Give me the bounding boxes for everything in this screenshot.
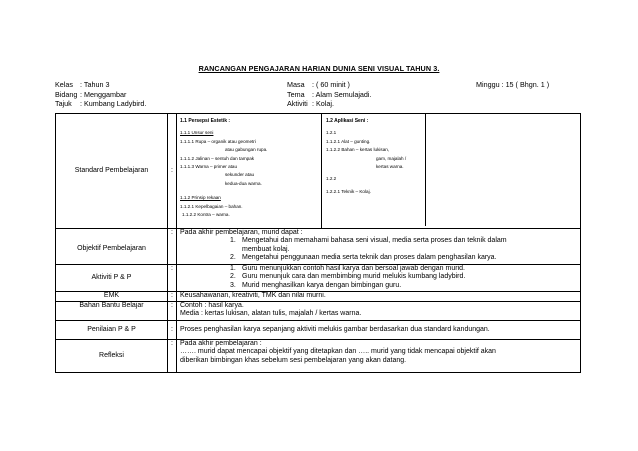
app-line: kertas warna. (376, 164, 404, 170)
standard-colon: : (168, 114, 177, 229)
app-line: 1.2.2.1 Teknik – Kolaj. (326, 188, 371, 194)
lesson-plan-table (55, 113, 581, 373)
tajuk-label: Tajuk (55, 99, 72, 109)
penilaian-colon: : (168, 321, 177, 340)
objektif-item-1: 1. Mengetahui dan memahami bahasa seni visual, media serta proses dan teknik dalam (230, 237, 507, 245)
kelas-value: : Tahun 3 (80, 80, 110, 89)
kelas-row (55, 80, 146, 90)
minggu: Minggu : 15 ( Bhgn. 1 ) (476, 80, 550, 89)
aktiviti-label: Aktiviti (287, 99, 308, 109)
standard-right-cell (322, 114, 581, 229)
refleksi-cell (177, 340, 581, 373)
aktiviti-value: : Kolaj. (312, 99, 334, 109)
bidang-label: Bidang (55, 89, 78, 99)
std-line: sekunder atau (225, 172, 255, 178)
objektif-row (56, 229, 581, 265)
tema-label: Tema (287, 89, 305, 99)
std-line: 1.1.2.2 Kontra – warna. (182, 212, 230, 218)
objektif-label: Objektif Pembelajaran (56, 229, 168, 265)
bahan-label: Bahan Bantu Belajar (56, 302, 168, 321)
aktiviti-pp-row (56, 265, 581, 292)
emk-row (56, 292, 581, 302)
app-line: 1.1.2.1 Alat – gunting. (326, 138, 371, 144)
kelas-label: Kelas (55, 80, 73, 89)
penilaian-value: Proses penghasilan karya sepanjang aktiviti melukis gambar berdasarkan dua standard kandungan. (177, 321, 581, 340)
objektif-colon: : (168, 229, 177, 265)
penilaian-label: Penilaian P & P (56, 321, 168, 340)
masa-value: : ( 60 minit ) (312, 80, 350, 89)
bidang-value: : Menggambar (80, 89, 127, 99)
std-line: kedua-dua warna. (225, 180, 262, 186)
bidang-row (55, 90, 146, 100)
app-line: 1.1.2.2 Bahan – kertas lukisan, (326, 147, 390, 153)
masa-row (287, 80, 372, 90)
refleksi-row (56, 340, 581, 373)
aktiviti-item-2: 2. Guru menunjuk cara dan membimbing murid melukis kumbang ladybird. (230, 273, 466, 281)
standard-left-cell (177, 114, 322, 229)
tajuk-row (55, 99, 146, 109)
aplikasi-heading: 1.2 Aplikasi Seni : (326, 118, 369, 124)
emk-label: EMK (56, 292, 168, 302)
tema-value: : Alam Semulajadi. (312, 89, 372, 99)
persepsi-heading: 1.1 Persepsi Estetik : (180, 118, 231, 124)
bahan-media: Media : kertas lukisan, alatan tulis, majalah / kertas warna. (180, 310, 362, 318)
aktiviti-pp-colon: : (168, 265, 177, 292)
tema-row (287, 90, 372, 100)
standard-label: Standard Pembelajaran (56, 114, 168, 229)
document-title: RANCANGAN PENGAJARAN HARIAN DUNIA SENI VISUAL TAHUN 3. (198, 64, 440, 73)
emk-colon: : (168, 292, 177, 302)
penilaian-row (56, 321, 581, 340)
std-line: 1.1.2 Prinsip rekaan (180, 195, 221, 201)
bahan-colon: : (168, 302, 177, 321)
std-line: 1.1.1 Unsur seni (180, 130, 214, 136)
aktiviti-item-3: 3. Murid menghasilkan karya dengan bimbingan guru. (230, 281, 402, 289)
header-middle (287, 80, 372, 109)
aktiviti-row (287, 99, 372, 109)
refleksi-intro: Pada akhir pembelajaran : (180, 340, 262, 347)
aktiviti-pp-cell (177, 265, 581, 292)
emk-value: Keusahawanan, kreativiti, TMK dan nilai murni. (177, 292, 581, 302)
app-line: gam, majalah / (376, 155, 407, 161)
std-line: 1.1.2.1 Kepelbagaian – bahan. (180, 203, 243, 209)
aktiviti-item-1: 1. Guru menunjukkan contoh hasil karya dan bersoal jawab dengan murid. (230, 265, 465, 272)
refleksi-label: Refleksi (56, 340, 168, 373)
masa-label: Masa (287, 80, 305, 89)
std-line: 1.1.1.3 Warna – primer atau (180, 164, 238, 170)
objektif-intro: Pada akhir pembelajaran, murid dapat : (180, 229, 303, 236)
aktiviti-pp-label: Aktiviti P & P (56, 265, 168, 292)
objektif-item-1-cont: membuat kolaj. (242, 245, 290, 253)
objektif-item-2: 2. Mengetahui penggunaan media serta teknik dan proses dalam penghasilan karya. (230, 254, 497, 262)
std-line: 1.1.1.2 Jalinan – sentuh dan tampak (180, 155, 255, 161)
aplikasi-block (326, 114, 426, 226)
standard-row (56, 114, 581, 229)
refleksi-line-1: ……. murid dapat mencapai objektif yang ditetapkan dan ….. murid yang tidak mencapai objektif akan (180, 348, 496, 356)
std-line: 1.1.1.1 Rupa – organik atau geometri (180, 138, 256, 144)
bahan-row (56, 302, 581, 321)
objektif-cell (177, 229, 581, 265)
bahan-contoh: Contoh : hasil karya. (180, 302, 244, 309)
app-line: 1.2.1 (326, 130, 337, 136)
refleksi-colon: : (168, 340, 177, 373)
tajuk-value: : Kumbang Ladybird. (80, 99, 147, 109)
header-left (55, 80, 146, 109)
app-line: 1.2.2 (326, 176, 337, 182)
std-line: atau gabungan rupa. (225, 147, 268, 153)
refleksi-line-2: diberikan bimbingan khas sebelum sesi pembelajaran yang akan datang. (180, 356, 407, 364)
bahan-cell (177, 302, 581, 321)
